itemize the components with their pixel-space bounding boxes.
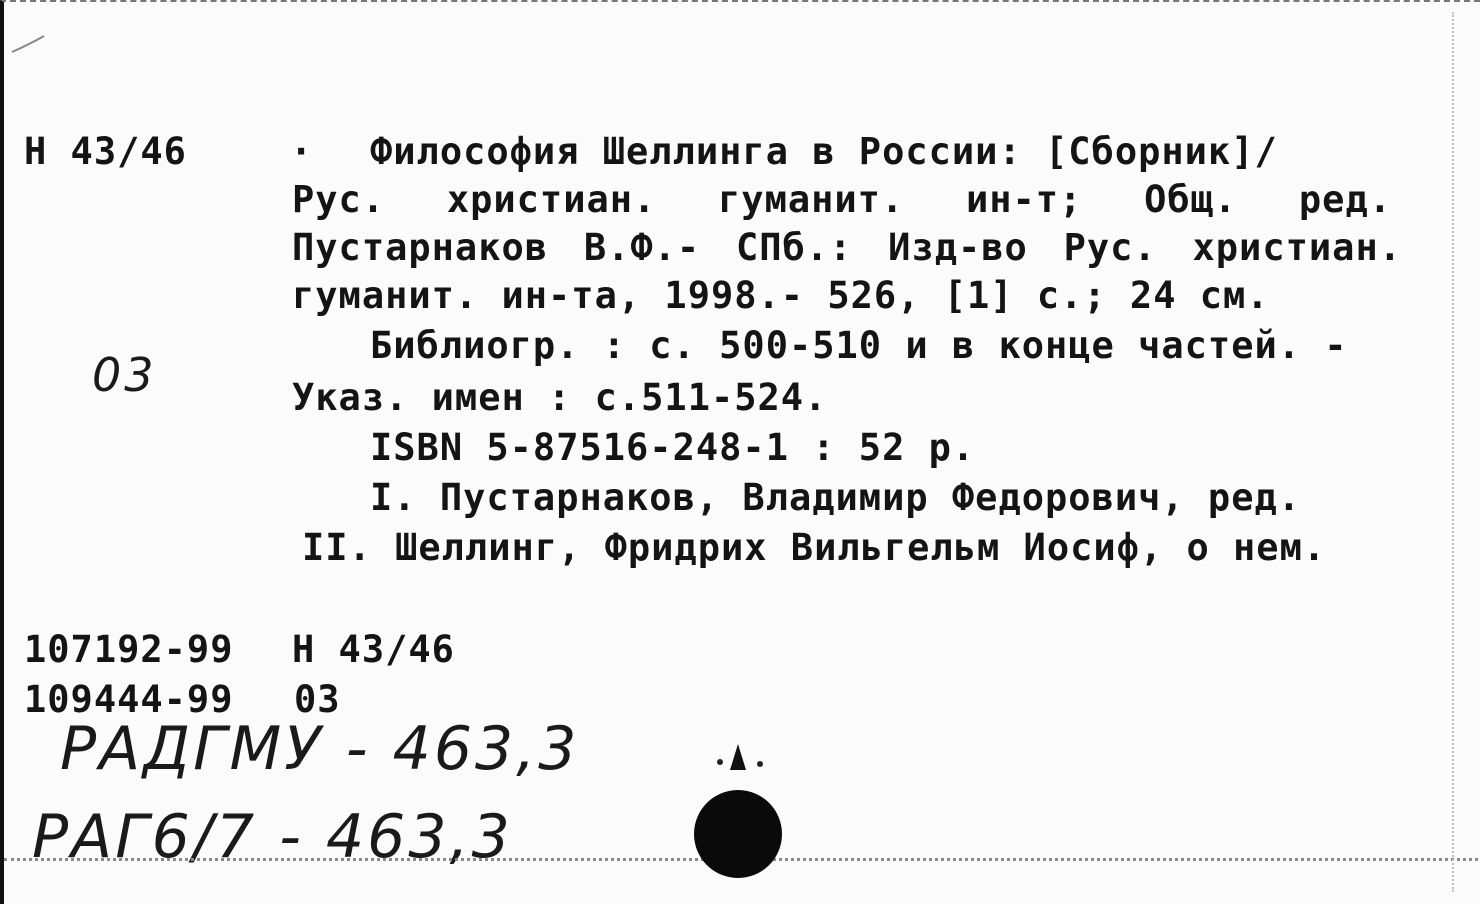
corner-mark [10, 22, 70, 62]
accession-code-1: Н 43/46 [292, 628, 455, 671]
note-bibliography: Библиогр. : с. 500-510 и в конце частей. - [370, 324, 1348, 367]
entry-subject: II. Шеллинг, Фридрих Вильгельм Иосиф, о нем. [302, 526, 1327, 569]
accession-number-1: 107192-99 [24, 628, 234, 671]
right-edge [1452, 12, 1456, 892]
title-line-1: Философия Шеллинга в России: [Сборник]/ [370, 130, 1278, 173]
accession-number-2: 109444-99 [24, 678, 234, 721]
call-number: Н 43/46 [24, 130, 187, 173]
handwritten-note-2: РАГ6/7 - 463,3 [32, 802, 513, 872]
title-line-4: гуманит. ин-та, 1998.- 526, [1] с.; 24 см. [292, 274, 1270, 317]
note-index: Указ. имен : с.511-524. [292, 376, 828, 419]
isbn-line: ISBN 5-87516-248-1 : 52 р. [370, 426, 976, 469]
title-line-3: Пустарнаков В.Ф.- СПб.: Изд-во Рус. христиан. [292, 226, 1402, 269]
bullet-mark: · [290, 130, 314, 173]
accession-code-2: 03 [294, 678, 341, 721]
punch-hole [690, 742, 790, 882]
handwritten-note-1: РАДГМУ - 463,3 [60, 714, 580, 784]
handwritten-code: 03 [92, 348, 157, 402]
title-line-2: Рус. христиан. гуманит. ин-т; Общ. ред. [292, 178, 1392, 221]
entry-editor: I. Пустарнаков, Владимир Федорович, ред. [370, 476, 1302, 519]
